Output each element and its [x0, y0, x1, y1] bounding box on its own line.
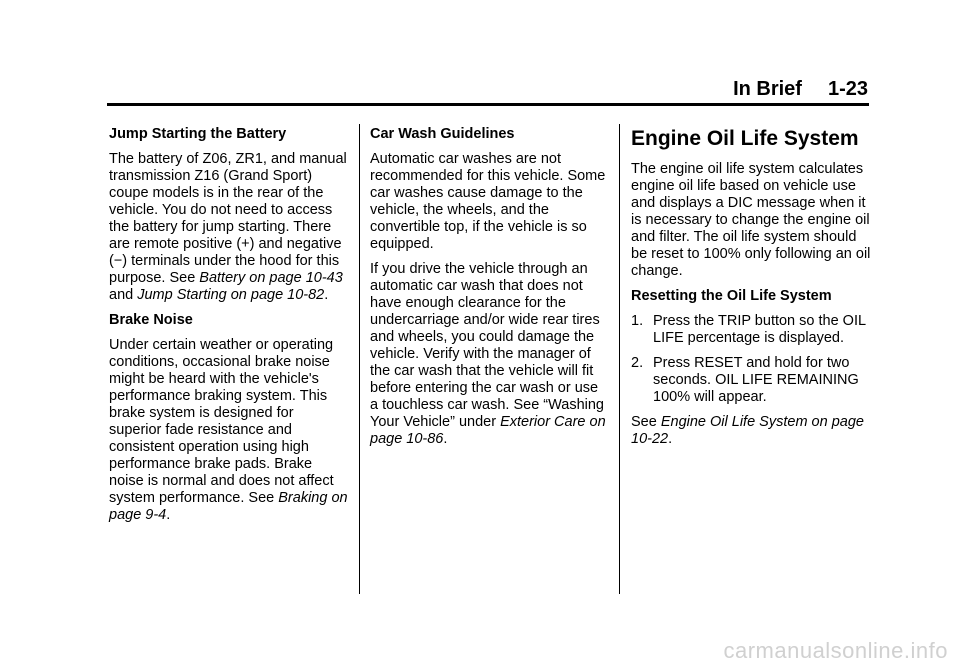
column-divider: [619, 124, 620, 594]
engine-oil-intro: The engine oil life system calculates engine oil life based on vehicle use and displays a DIC message when it is necessary to change the engine oil and filter. The oil life system should be reset to 100% only following an oil change.: [631, 161, 871, 279]
exterior-care-ref-link[interactable]: Exterior Care on page 10-86: [370, 414, 606, 447]
column-middle: [370, 126, 610, 456]
braking-ref-link[interactable]: Braking on page 9-4: [109, 490, 348, 523]
jump-start-heading: Jump Starting the Battery: [109, 126, 287, 142]
column-divider: [359, 124, 360, 594]
jump-start-paragraph: [109, 151, 349, 304]
page-header: [733, 78, 868, 101]
period: .: [166, 507, 171, 523]
step-number: 2.: [631, 355, 644, 371]
jump-starting-ref-link[interactable]: Jump Starting on page 10-82: [137, 287, 325, 303]
column-right: [631, 126, 871, 456]
car-wash-text: If you drive the vehicle through an automatic car wash that does not have enough clearance for the undercarriage and/or wide rear tires and wheels, you could damage the vehicle. Verify with the manager of the car wash that the vehicle will fit before entering the car wash or use a touchless car wash. See “Washing Your Vehicle” under: [370, 261, 604, 430]
step-number: 1.: [631, 313, 644, 329]
oil-life-ref-link[interactable]: Engine Oil Life System on page 10-22: [631, 414, 864, 447]
step-item: [631, 313, 871, 347]
reset-steps: [631, 313, 871, 406]
column-left: [109, 126, 349, 532]
see-text: See: [631, 414, 657, 430]
period: .: [324, 287, 329, 303]
reset-heading: Resetting the Oil Life System: [631, 288, 832, 304]
battery-ref-link[interactable]: Battery on page 10-43: [199, 270, 343, 286]
engine-oil-title: Engine Oil Life System: [631, 127, 859, 150]
brake-noise-text: Under certain weather or operating conditions, occasional brake noise might be heard with the vehicle's performance braking system. This brake system is designed for superior fade resistance and consistent operation using high performance brake pads. Brake noise is normal and does not affect system performance. See: [109, 337, 334, 506]
period: .: [443, 431, 448, 447]
section-title: In Brief: [733, 78, 802, 100]
see-paragraph: [631, 414, 871, 448]
page-number: 1-23: [827, 78, 868, 100]
brake-noise-paragraph: [109, 337, 349, 524]
car-wash-paragraph-2: [370, 261, 610, 448]
period: .: [668, 431, 673, 447]
brake-noise-heading: Brake Noise: [109, 312, 193, 328]
watermark: carmanualsonline.info: [723, 638, 948, 663]
step-text: Press the TRIP button so the OIL LIFE percentage is displayed.: [653, 313, 866, 346]
header-rule: [107, 103, 869, 106]
jump-start-text: The battery of Z06, ZR1, and manual transmission Z16 (Grand Sport) coupe models is in the rear of the vehicle. You do not need to access the battery for jump starting. There are remote positive (+) and negative (−) terminals under the hood for this purpose. See: [109, 151, 347, 286]
car-wash-heading: Car Wash Guidelines: [370, 126, 515, 142]
step-item: [631, 355, 871, 406]
step-text: Press RESET and hold for two seconds. OIL LIFE REMAINING 100% will appear.: [653, 355, 859, 405]
and-text: and: [109, 287, 134, 303]
car-wash-paragraph-1: Automatic car washes are not recommended for this vehicle. Some car washes cause damage to the vehicle, the wheels, and the convertible top, if the vehicle is so equipped.: [370, 151, 606, 252]
